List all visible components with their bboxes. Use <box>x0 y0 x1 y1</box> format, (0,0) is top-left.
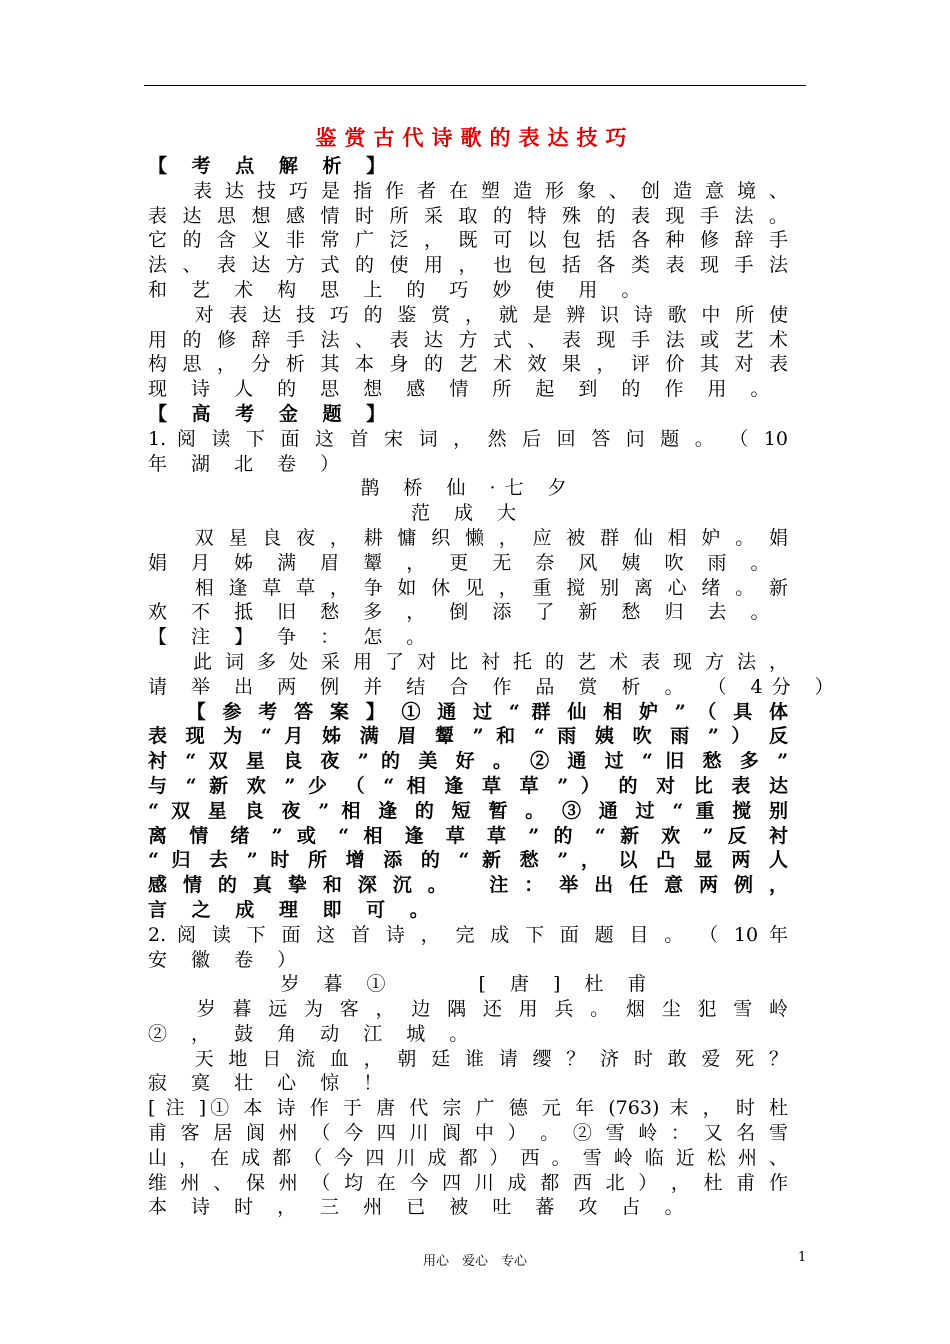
text-line: 安 徽 卷 ） <box>148 948 306 971</box>
text-line: 天 地 日 流 血 ， 朝 廷 谁 请 缨 ？ 济 时 敢 爱 死 ？ <box>148 1047 788 1070</box>
text-line: 寂 寞 壮 心 惊 ！ <box>148 1072 392 1095</box>
text-line: 维 州 、 保 州 （ 均 在 今 四 川 成 都 西 北 ） ， 杜 甫 作 <box>148 1171 788 1194</box>
text-line: 欢 不 抵 旧 愁 多 ， 倒 添 了 新 愁 归 去 。 <box>148 601 779 624</box>
text-line: 构 思 ， 分 析 其 本 身 的 艺 术 效 果 ， 评 价 其 对 表 <box>148 353 788 376</box>
text-line: 言 之 成 理 即 可 。 <box>148 898 438 921</box>
text-line: 表 现 为 “ 月 姊 满 眉 颦 ” 和 “ 雨 姨 吹 雨 ” ） 反 <box>148 725 788 748</box>
text-line: 【 高 考 金 题 】 <box>148 402 395 425</box>
text-line: 本 诗 时 ， 三 州 已 被 吐 蕃 攻 占 。 <box>148 1196 693 1219</box>
text-line: 表 达 思 想 感 情 时 所 采 取 的 特 殊 的 表 现 手 法 。 <box>148 204 788 227</box>
header-rule <box>144 85 806 86</box>
document-body <box>148 154 843 1220</box>
text-line: 娟 月 姊 满 眉 颦 ， 更 无 奈 风 姨 吹 雨 。 <box>148 551 779 574</box>
text-line: 双 星 良 夜 ， 耕 慵 织 懒 ， 应 被 群 仙 相 妒 。 娟 <box>148 526 788 549</box>
text-line: 请 举 出 两 例 并 结 合 作 品 赏 析 。 （ 4分 ） <box>148 675 843 698</box>
text-line: 此 词 多 处 采 用 了 对 比 衬 托 的 艺 术 表 现 方 法 ， <box>148 650 788 673</box>
text-line: 相 逢 草 草 ， 争 如 休 见 ， 重 搅 别 离 心 绪 。 新 <box>148 576 788 599</box>
text-line: 【 注 】 争 ： 怎 。 <box>148 626 435 649</box>
text-line: 甫 客 居 阆 州 （ 今 四 川 阆 中 ） 。 ② 雪 岭 ： 又 名 雪 <box>148 1122 788 1145</box>
text-line: 衬 “ 双 星 良 夜 ” 的 美 好 。 ② 通 过 “ 旧 愁 多 ” <box>148 750 788 773</box>
text-line: 年 湖 北 卷 ） <box>148 452 349 475</box>
text-line: 感 情 的 真 挚 和 深 沉 。 注 ： 举 出 任 意 两 例 ， <box>148 874 788 897</box>
text-line: ② ， 鼓 角 动 江 城 。 <box>148 1022 478 1045</box>
text-line: [ 注 ]① 本 诗 作 于 唐 代 宗 广 德 元 年 (763) 末 ， 时 杜 <box>148 1097 788 1120</box>
text-line: 用 的 修 辞 手 法 、 表 达 方 式 、 表 现 手 法 或 艺 术 <box>148 328 788 351</box>
text-line: 对 表 达 技 巧 的 鉴 赏 ， 就 是 辨 识 诗 歌 中 所 使 <box>148 303 788 326</box>
text-line: 法 、 表 达 方 式 的 使 用 ， 也 包 括 各 类 表 现 手 法 <box>148 254 788 277</box>
text-line: “ 双 星 良 夜 ” 相 逢 的 短 暂 。 ③ 通 过 “ 重 搅 别 <box>148 799 788 822</box>
page-number: 1 <box>798 1250 807 1265</box>
text-line: 它 的 含 义 非 常 广 泛 ， 既 可 以 包 括 各 种 修 辞 手 <box>148 229 788 252</box>
text-line: 范 成 大 <box>410 502 526 525</box>
text-line: 1. 阅 读 下 面 这 首 宋 词 ， 然 后 回 答 问 题 。 （ 10 <box>148 427 788 450</box>
text-line: 表 达 技 巧 是 指 作 者 在 塑 造 形 象 、 创 造 意 境 、 <box>148 179 788 202</box>
text-line: 【 考 点 解 析 】 <box>148 155 395 177</box>
text-line: “ 归 去 ” 时 所 增 添 的 “ 新 愁 ” ， 以 凸 显 两 人 <box>148 849 788 872</box>
text-line: 鹊 桥 仙 ·七 夕 <box>360 477 576 500</box>
text-line: 与 “ 新 欢 ” 少 （ “ 相 逢 草 草 ” ） 的 对 比 表 达 <box>148 774 788 797</box>
text-line: 岁 暮 远 为 客 ， 边 隅 还 用 兵 。 烟 尘 犯 雪 岭 <box>148 998 788 1021</box>
page-footer: 用心 爱心 专心 <box>422 1254 527 1269</box>
text-line: 2. 阅 读 下 面 这 首 诗 ， 完 成 下 面 题 目 。 （ 10 年 <box>148 923 788 946</box>
text-line: 岁 暮 ① [ 唐 ] 杜 甫 <box>280 973 656 996</box>
text-line: 现 诗 人 的 思 想 感 情 所 起 到 的 作 用 。 <box>148 378 779 401</box>
page-title: 鉴赏古代诗歌的表达技巧 <box>315 125 635 150</box>
text-line: 【 参 考 答 案 】 ① 通 过 “ 群 仙 相 妒 ” （ 具 体 <box>148 700 788 723</box>
text-line: 离 情 绪 ” 或 “ 相 逢 草 草 ” 的 “ 新 欢 ” 反 衬 <box>148 824 788 847</box>
text-line: 和 艺 术 构 思 上 的 巧 妙 使 用 。 <box>148 278 650 301</box>
text-line: 山 ， 在 成 都 （ 今 四 川 成 都 ） 西 。 雪 岭 临 近 松 州 、 <box>148 1146 788 1169</box>
